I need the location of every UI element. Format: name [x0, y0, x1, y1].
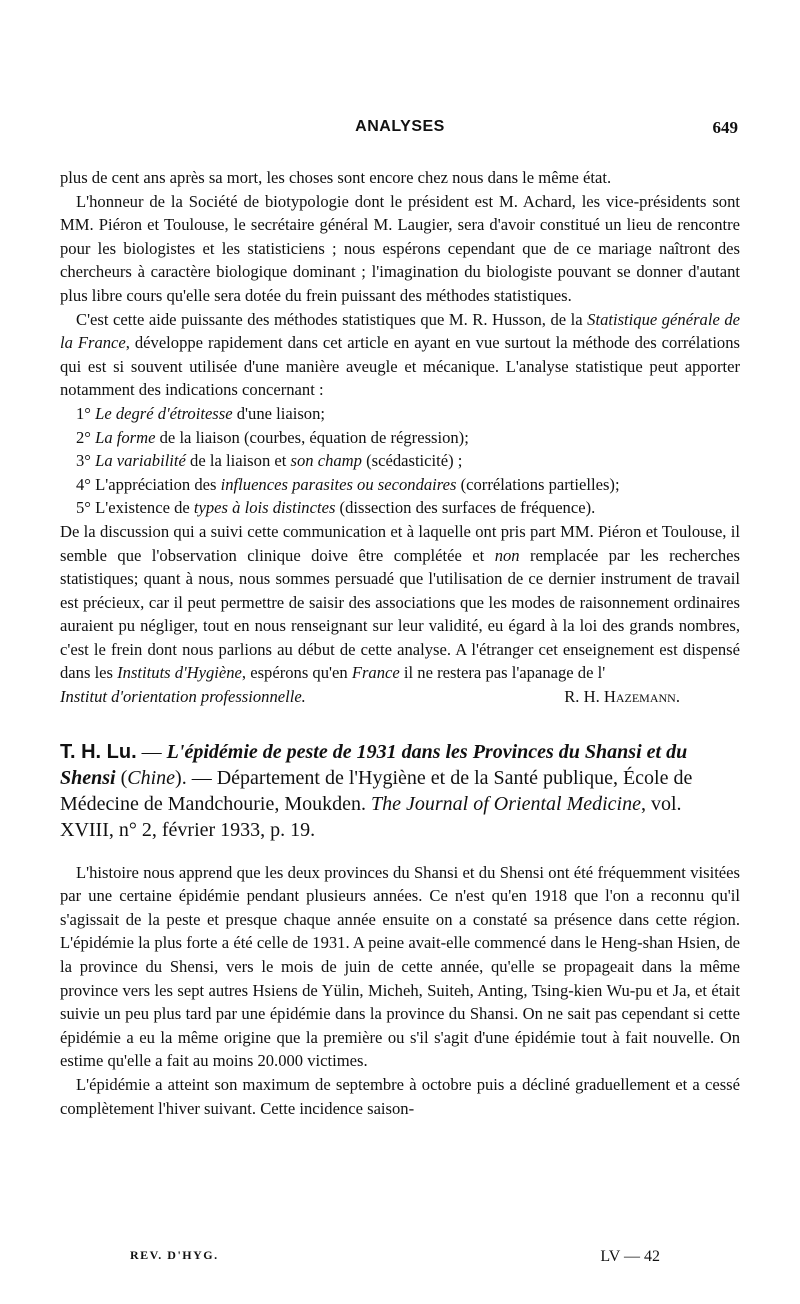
paragraph: L'épidémie a atteint son maximum de septembre à octobre puis a décliné graduellement et a cessé complètement l'hiver suivant. Cette incidence saison-: [60, 1075, 740, 1118]
enum-number: 1°: [76, 403, 91, 423]
page-footer: [130, 1248, 660, 1268]
paragraph: [60, 520, 740, 685]
entry-country: Chine: [127, 766, 176, 789]
enum-item-2: [60, 426, 740, 450]
italic-run: son champ: [290, 451, 362, 471]
text-run: (dissection des surfaces de fréquence).: [335, 498, 596, 518]
text-run: , développe rapidement dans cet article en ayant en vue surtout la méthode des corrélations qui est si souvent utilisée d'une manière aveugle et mécanique. L'analyse statistique peut apporter notamment des indications concernant :: [60, 333, 740, 400]
enum-item-1: [60, 402, 740, 426]
entry-heading: T. H. Lu. — L'épidémie de peste de 1931 dans les Provinces du Shansi et du Shensi (Chine). — Département de l'Hygiène et de la Santé publique, École de Médecine de Mandchourie, Moukden. The Journal of Oriental Medicine, vol. XVIII, n° 2, février 1933, p. 19.: [60, 740, 693, 841]
analysis-hazemann: [60, 166, 740, 709]
text-run: remplacée par les recherches statistiques; quant à nous, nous sommes persuadé que l'utilisation de ce dernier instrument de travail est précieux, car il peut permettre de saisir des associations que les modes de raisonnement ordinaires auraient pu négliger, tout en nous renseignant sur leur validité, eu égard à la loi des grands nombres, c'est le frein dont nous parlions au début de cette analyse. A l'étranger cet enseignement est dispensé dans les: [60, 545, 740, 683]
italic-run: non: [494, 545, 520, 565]
footer-signature: LV — 42: [600, 1248, 660, 1265]
text-run: , espérons qu'en: [241, 663, 352, 683]
italic-run: Statistique générale de la France: [60, 309, 741, 353]
paragraph: [60, 308, 740, 402]
enum-number: 3°: [76, 451, 91, 471]
entry-reference: , vol. XVIII, n° 2, février 1933, p. 19.: [60, 792, 682, 841]
analysis-lu: [60, 861, 740, 1121]
text-run: de la liaison (courbes, équation de régression);: [155, 427, 469, 447]
italic-run: Instituts d'Hygiène: [117, 663, 242, 683]
enum-number: 5°: [76, 498, 91, 518]
text-run: L'existence de: [90, 498, 194, 518]
text-run: De la discussion qui a suivi cette communication et à laquelle ont pris part MM. Piéron et Toulouse, il semble que l'observation clinique doive être complétée et: [60, 521, 740, 565]
enum-item-3: [60, 449, 740, 473]
enum-item-5: [60, 496, 740, 520]
italic-run: La variabilité: [95, 451, 186, 471]
enum-number: 2°: [76, 427, 91, 447]
text-run: L'appréciation des: [90, 474, 221, 494]
page-number: 649: [712, 118, 738, 137]
entry-author: T. H. Lu.: [60, 740, 137, 763]
italic-run: La forme: [95, 427, 156, 447]
italic-run: influences parasites ou secondaires: [220, 474, 457, 494]
enum-item-4: [60, 473, 740, 497]
entry-journal: The Journal of Oriental Medicine: [371, 792, 641, 815]
bibliographic-entry: [60, 739, 740, 843]
text-run: (scédasticité) ;: [361, 451, 463, 471]
paragraph: L'honneur de la Société de biotypologie dont le président est M. Achard, les vice-présidents sont MM. Piéron et Toulouse, le secrétaire général M. Laugier, sera d'avoir constitué un lieu de rencontre pour les biologistes et les statisticiens ; nous espérons cependant que de ce mariage naîtront des chercheurs à caractère biologique dominant ; l'imagination du biologiste pouvant se donner d'autant plus libre cours qu'elle sera dotée du frein puissant des méthodes statistiques.: [60, 191, 740, 305]
running-header: [60, 118, 740, 144]
footer-journal: REV. D'HYG.: [130, 1248, 219, 1262]
italic-run: Institut d'orientation professionnelle.: [60, 687, 306, 707]
text-run: (corrélations partielles);: [456, 474, 620, 494]
closing-line: [60, 685, 740, 709]
paragraph: L'histoire nous apprend que les deux provinces du Shansi et du Shensi ont été fréquemment visitées par une certaine épidémie pendant plusieurs années. Ce n'est qu'en 1918 que l'on a reconnu qu'il s'agissait de la peste et presque chaque année ensuite on a constaté sa présence dans cette région. L'épidémie la plus forte a été celle de 1931. A peine avait-elle commencé dans le Heng-shan Hsien, de la province du Shensi, vers le mois de juin de cette année, qu'elle se propageait dans la même province vers les sept autres Hsiens de Yülin, Micheh, Suiteh, Anting, Tsing-kien Wu-pu et Ja, et était suivie un peu plus tard par une épidémie dans la province du Shansi. On ne sait pas cependant si cette épidémie a eu la même origine que la première ou s'il s'agit d'une épidémie tout à fait nouvelle. On estime qu'elle a fait au moins 20.000 victimes.: [60, 862, 740, 1071]
entry-reference: ). — Département de l'Hygiène et de la Santé publique, École de Médecine de Mandchourie, Moukden.: [60, 766, 693, 815]
page: [60, 118, 740, 1120]
text-run: de la liaison et: [185, 451, 291, 471]
italic-run: types à lois distinctes: [193, 498, 336, 518]
entry-title: L'épidémie de peste de 1931 dans les Provinces du Shansi et du Shensi: [60, 740, 688, 789]
running-title: ANALYSES: [355, 118, 445, 135]
italic-run: France: [351, 663, 400, 683]
text-run: d'une liaison;: [232, 403, 325, 423]
text-run: il ne restera pas l'apanage de l': [399, 663, 606, 683]
enum-number: 4°: [76, 474, 91, 494]
paragraph: plus de cent ans après sa mort, les choses sont encore chez nous dans le même état.: [60, 168, 612, 187]
text-run: C'est cette aide puissante des méthodes statistiques que M. R. Husson, de la: [76, 309, 588, 329]
italic-run: Le degré d'étroitesse: [95, 403, 233, 423]
signature: R. H. Hazemann.: [564, 687, 680, 707]
dash: —: [136, 740, 167, 763]
